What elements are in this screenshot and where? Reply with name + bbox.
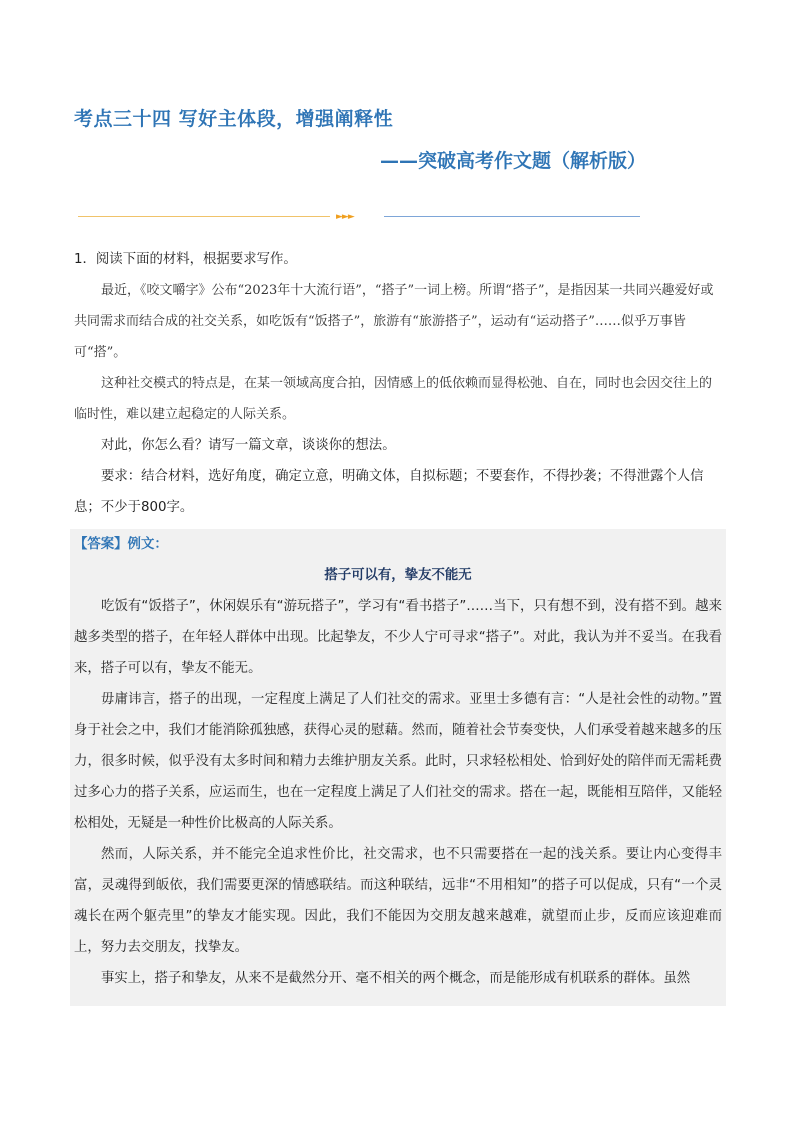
essay-title: 搭子可以有，挚友不能无 — [324, 568, 472, 583]
material-paragraph-1: 最近，《咬文嚼字》公布“2023年十大流行语”，“搭子”一词上榜。所谓“搭子”，是指因某一共同兴趣爱好或共同需求而结合成的社交关系，如吃饭有“饭搭子”，旅游有“旅游搭子”，运动有“运动搭子”……似乎万事皆可“搭”。 — [74, 283, 714, 360]
question-prompt: 1．阅读下面的材料，根据要求写作。 — [74, 252, 297, 267]
answer-label: 【答案】例文： — [74, 537, 168, 552]
divider-line-left — [78, 216, 330, 217]
triple-arrow-icon: ►►► — [336, 212, 354, 222]
essay-paragraph-4: 事实上，搭子和挚友，从来不是截然分开、毫不相关的两个概念，而是能形成有机联系的群体。虽然 — [101, 971, 691, 986]
essay-paragraph-2: 毋庸讳言，搭子的出现，一定程度上满足了人们社交的需求。亚里士多德有言：“人是社会性的动物。”置身于社会之中，我们才能消除孤独感，获得心灵的慰藉。然而，随着社会节奏变快，人们承受着越来越多的压力，很多时候，似乎没有太多时间和精力去维护朋友关系。此时，只求轻松相处、恰到好处的陪伴而无需耗费过多心力的搭子关系，应运而生，也在一定程度上满足了人们社交的需求。搭在一起，既能相互陪伴，又能轻松相处，无疑是一种性价比极高的人际关系。 — [74, 692, 722, 831]
answer-section — [70, 529, 726, 1006]
essay-paragraph-3: 然而，人际关系，并不能完全追求性价比，社交需求，也不只需要搭在一起的浅关系。要让内心变得丰富，灵魂得到皈依，我们需要更深的情感联结。而这种联结，远非“不用相知”的搭子可以促成，只有“一个灵魂长在两个躯壳里”的挚友才能实现。因此，我们不能因为交朋友越来越难，就望而止步，反而应该迎难而上，努力去交朋友，找挚友。 — [74, 847, 722, 955]
decorative-divider — [78, 212, 640, 222]
divider-line-right — [384, 216, 640, 217]
question-task: 对此，你怎么看？请写一篇文章，谈谈你的想法。 — [101, 438, 396, 453]
material-paragraph-2: 这种社交模式的特点是，在某一领域高度合拍，因情感上的低依赖而显得松弛、自在，同时也会因交往上的临时性，难以建立起稳定的人际关系。 — [74, 376, 713, 422]
question-requirements: 要求：结合材料，选好角度，确定立意，明确文体，自拟标题；不要套作，不得抄袭；不得泄露个人信息；不少于800字。 — [74, 469, 704, 515]
essay-body — [74, 591, 722, 994]
page-subtitle: ——突破高考作文题（解析版） — [380, 150, 647, 172]
question-section — [74, 244, 722, 523]
page-title: 考点三十四 写好主体段，增强阐释性 — [74, 108, 394, 130]
essay-paragraph-1: 吃饭有“饭搭子”，休闲娱乐有“游玩搭子”，学习有“看书搭子”……当下，只有想不到，没有搭不到。越来越多类型的搭子，在年轻人群体中出现。比起挚友，不少人宁可寻求“搭子”。对此，我认为并不妥当。在我看来，搭子可以有，挚友不能无。 — [74, 599, 722, 676]
